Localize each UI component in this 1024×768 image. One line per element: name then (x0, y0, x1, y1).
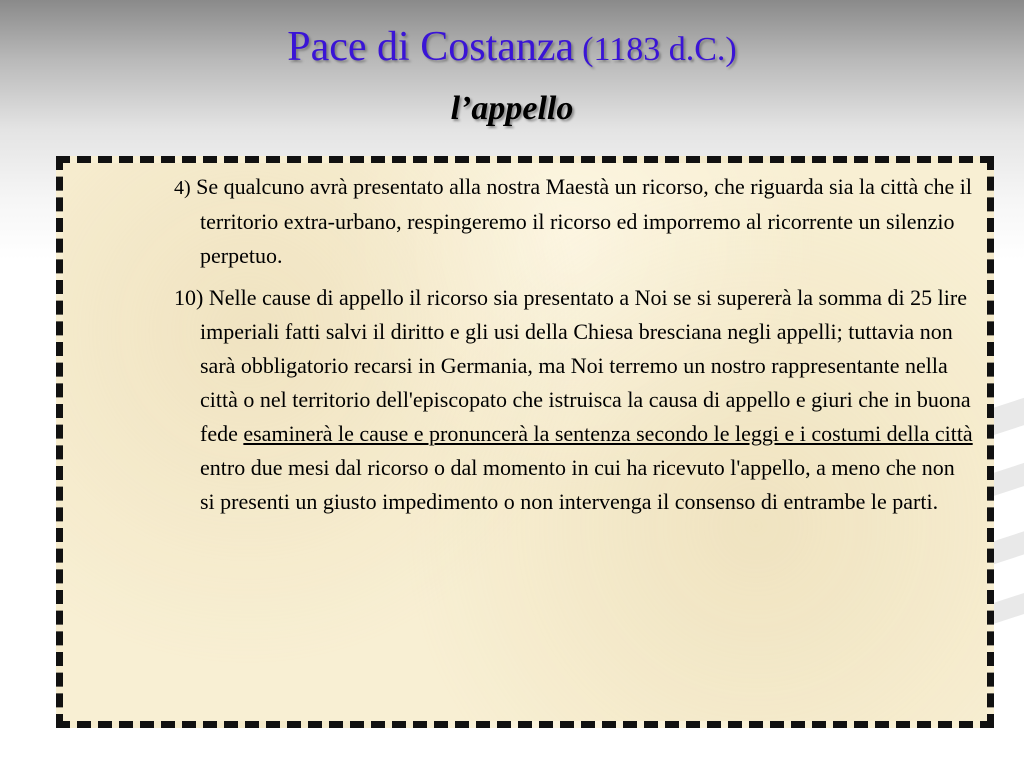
paragraph-number: 10) (174, 285, 204, 310)
slide-title-year: (1183 d.C.) (582, 31, 737, 68)
slide-title-main: Pace di Costanza (287, 24, 575, 70)
slide-subtitle: l’appello (450, 90, 574, 127)
paragraph-text: Se qualcuno avrà presentato alla nostra Maestà un ricorso, che riguarda sia la città che il territorio extra-urbano, respingeremo il ricorso ed imporremo al ricorrente un silenzio perpetuo. (190, 174, 972, 268)
paragraph-text: entro due mesi dal ricorso o dal momento in cui ha ricevuto l'appello, a meno che non si presenti un giusto impedimento o non intervenga il consenso di entrambe le parti. (200, 455, 955, 514)
paragraph-list (174, 170, 974, 519)
underlined-text: esaminerà le cause e pronuncerà la sentenza secondo le leggi e i costumi della città (243, 421, 973, 446)
paragraph-4 (174, 170, 974, 273)
paragraph-10 (174, 281, 974, 519)
paragraph-number: 4) (174, 177, 191, 199)
slide-title (0, 26, 1024, 68)
paragraph-text: Nelle cause di appello il ricorso sia presentato a Noi se si supererà la somma di 25 lire imperiali fatti salvi il diritto e gli usi della Chiesa bresciana negli appelli; tuttavia non sarà obbligatorio recarsi in Germania, ma Noi terremo un nostro rappresentante nella città o nel territorio dell'episcopato che istruisca la causa di appello e giuri che in buona fede (200, 285, 971, 446)
